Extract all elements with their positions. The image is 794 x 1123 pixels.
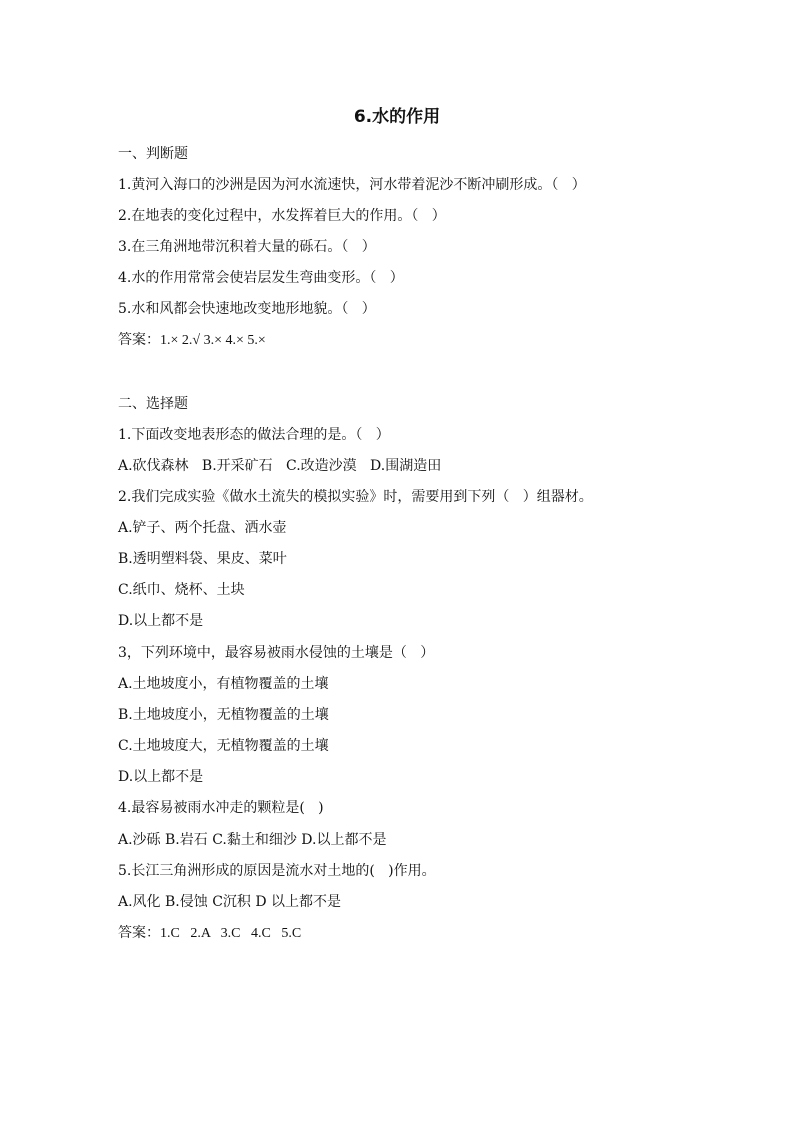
- choice-option-2b: B.透明塑料袋、果皮、菜叶: [118, 551, 287, 567]
- choice-question-5: 5.长江三角洲形成的原因是流水对土地的( )作用。: [118, 863, 436, 879]
- choice-option-2d: D.以上都不是: [118, 613, 204, 629]
- page-title: 6.水的作用: [353, 107, 441, 127]
- section-heading-judgment: 一、判断题: [118, 146, 188, 162]
- judgment-answer: 答案：1.× 2.√ 3.× 4.× 5.×: [118, 333, 266, 348]
- choice-options-4: A.沙砾 B.岩石 C.黏土和细沙 D.以上都不是: [118, 832, 387, 848]
- judgment-question-2: 2.在地表的变化过程中，水发挥着巨大的作用。（ ）: [118, 208, 446, 224]
- judgment-question-5: 5.水和风都会快速地改变地形地貌。（ ）: [118, 301, 376, 317]
- section-heading-choice: 二、选择题: [118, 396, 188, 412]
- choice-question-4: 4.最容易被雨水冲走的颗粒是( ): [118, 800, 324, 816]
- choice-question-3: 3，下列环境中，最容易被雨水侵蚀的土壤是（ ）: [118, 645, 435, 661]
- choice-question-1: 1.下面改变地表形态的做法合理的是。（ ）: [118, 427, 390, 443]
- judgment-question-4: 4.水的作用常常会使岩层发生弯曲变形。（ ）: [118, 270, 404, 286]
- choice-option-3a: A.土地坡度小，有植物覆盖的土壤: [118, 676, 329, 692]
- choice-question-2: 2.我们完成实验《做水土流失的模拟实验》时，需要用到下列（ ）组器材。: [118, 489, 593, 505]
- choice-option-3d: D.以上都不是: [118, 769, 204, 785]
- choice-option-3c: C.土地坡度大，无植物覆盖的土壤: [118, 738, 329, 754]
- choice-options-1: A.砍伐森林 B.开采矿石 C.改造沙漠 D.围湖造田: [118, 458, 442, 474]
- choice-option-2c: C.纸巾、烧杯、土块: [118, 582, 245, 598]
- judgment-question-3: 3.在三角洲地带沉积着大量的砾石。（ ）: [118, 239, 376, 255]
- judgment-question-1: 1.黄河入海口的沙洲是因为河水流速快，河水带着泥沙不断冲刷形成。（ ）: [118, 177, 586, 193]
- choice-answer: 答案：1.C 2.A 3.C 4.C 5.C: [118, 926, 302, 941]
- choice-options-5: A.风化 B.侵蚀 C沉积 D 以上都不是: [118, 894, 342, 910]
- choice-option-2a: A.铲子、两个托盘、洒水壶: [118, 520, 287, 536]
- choice-option-3b: B.土地坡度小，无植物覆盖的土壤: [118, 707, 329, 723]
